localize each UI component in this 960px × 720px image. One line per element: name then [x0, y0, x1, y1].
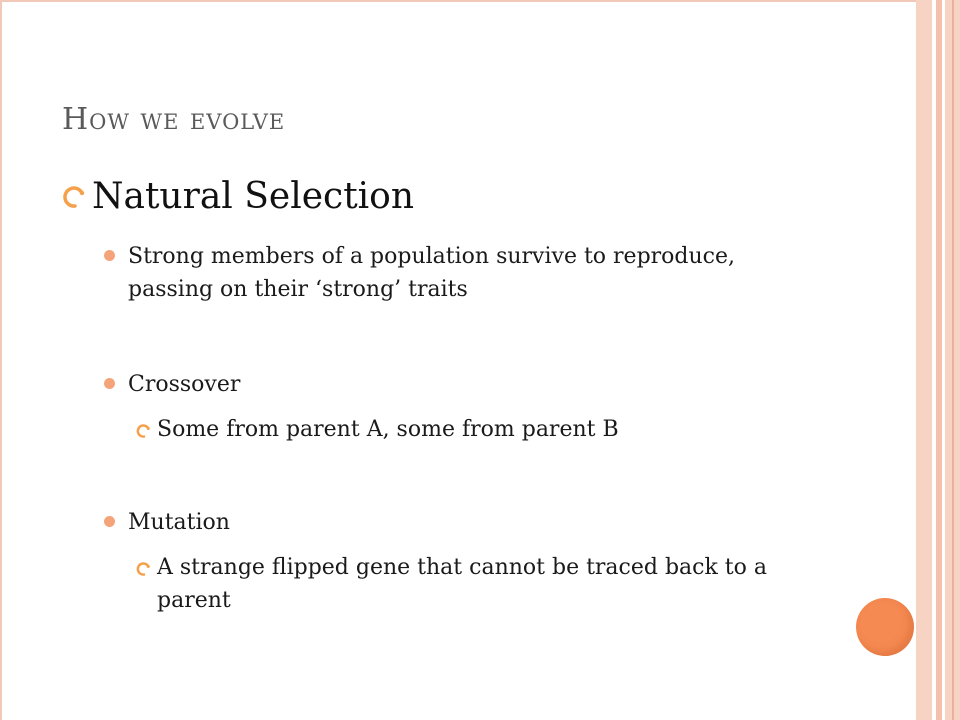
point-text: Mutation [128, 510, 230, 535]
point-text: Strong members of a population survive to reproduce, passing on their ‘strong’ traits [128, 244, 735, 302]
loop-bullet-icon [136, 561, 152, 577]
bullet-natural-selection [62, 176, 414, 217]
sub-point-text: A strange flipped gene that cannot be traced back to a parent [157, 555, 768, 613]
bullet-strong-members [104, 240, 784, 306]
dot-bullet-icon [104, 250, 115, 261]
sub-bullet-mutation [136, 551, 826, 617]
loop-bullet-icon [136, 423, 152, 439]
decorative-stripes [916, 0, 960, 720]
point-text: Crossover [128, 372, 241, 397]
sub-bullet-crossover [136, 413, 619, 446]
level1-text: Natural Selection [92, 176, 415, 217]
bullet-crossover [104, 368, 240, 401]
loop-bullet-icon [62, 184, 88, 210]
dot-bullet-icon [104, 516, 115, 527]
bullet-mutation [104, 506, 230, 539]
decorative-orb [856, 598, 914, 656]
slide-title: How we evolve [62, 102, 286, 137]
dot-bullet-icon [104, 378, 115, 389]
sub-point-text: Some from parent A, some from parent B [157, 417, 619, 442]
